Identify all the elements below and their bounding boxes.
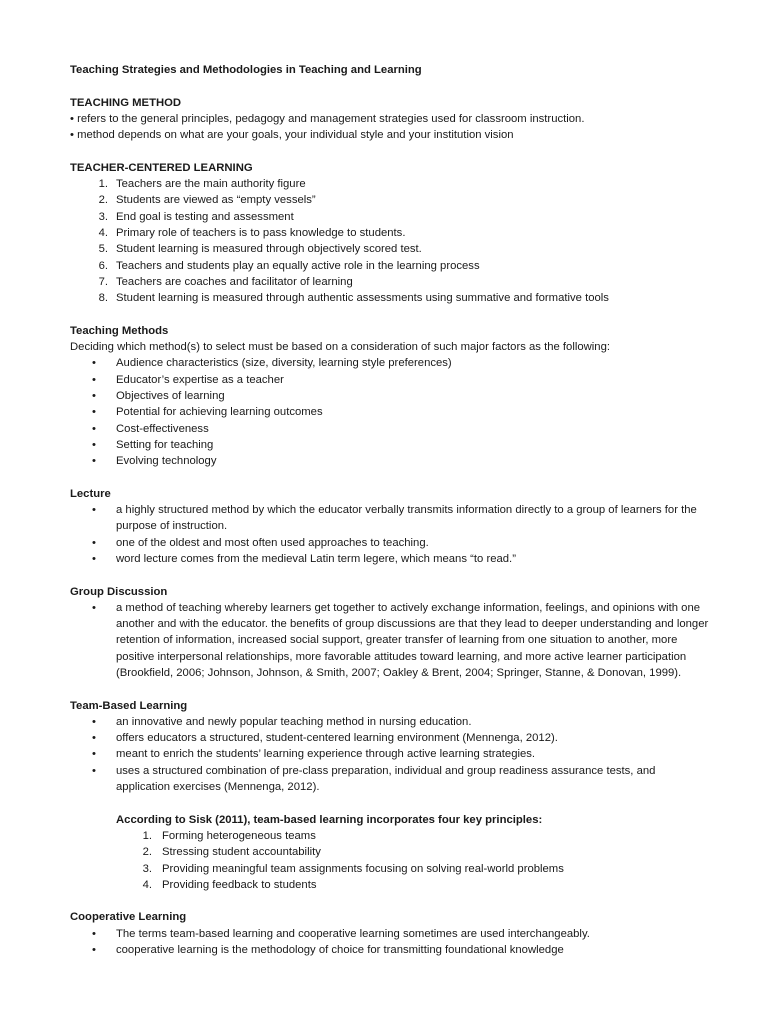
list-item: 1. Forming heterogeneous teams bbox=[142, 829, 316, 842]
heading-group-discussion: Group Discussion bbox=[70, 585, 168, 598]
list-item: • offers educators a structured, student-centered learning environment (Mennenga, 2012). bbox=[92, 732, 558, 745]
team-based-list bbox=[70, 714, 710, 795]
teaching-methods-intro: Deciding which method(s) to select must be based on a consideration of such major factors as the following: bbox=[70, 341, 611, 354]
heading-lecture: Lecture bbox=[70, 487, 111, 500]
list-item: • Objectives of learning bbox=[92, 389, 225, 402]
list-item: • Setting for teaching bbox=[92, 438, 214, 451]
list-item: 6. Teachers and students play an equally active role in the learning process bbox=[98, 259, 480, 272]
heading-teaching-method: TEACHING METHOD bbox=[70, 96, 182, 109]
lecture-list bbox=[70, 502, 710, 567]
list-item: 7. Teachers are coaches and facilitator of learning bbox=[98, 275, 353, 288]
list-item: • Educator’s expertise as a teacher bbox=[92, 373, 284, 386]
list-item: • The terms team-based learning and cooperative learning sometimes are used interchangeably. bbox=[92, 927, 590, 940]
list-item: • Cost-effectiveness bbox=[92, 422, 209, 435]
list-item: 2. Students are viewed as “empty vessels” bbox=[98, 194, 316, 207]
list-item: • a method of teaching whereby learners get together to actively exchange information, feelings, and opinions with one another and with the educator. the benefits of group discussions are that they lead to deeper understanding and longer retention of information, increased social support, greater transfer of learning from one situation to another, more positive interpersonal relationships, more favorable attitudes toward learning, and more active learner participation (Brookfield, 2006; Johnson, Johnson, & Smith, 2007; Oakley & Brent, 2004; Springer, Stanne, & Donovan, 1999). bbox=[92, 601, 709, 679]
list-item: • Potential for achieving learning outcomes bbox=[92, 406, 323, 419]
list-item: 2. Stressing student accountability bbox=[142, 846, 321, 859]
list-item: 3. Providing meaningful team assignments focusing on solving real-world problems bbox=[142, 862, 564, 875]
list-item: 4. Primary role of teachers is to pass knowledge to students. bbox=[98, 226, 406, 239]
list-item: 8. Student learning is measured through authentic assessments using summative and formative tools bbox=[98, 292, 609, 305]
document-title: Teaching Strategies and Methodologies in Teaching and Learning bbox=[70, 64, 422, 76]
teaching-methods-list bbox=[70, 355, 710, 469]
list-item: 1. Teachers are the main authority figure bbox=[98, 178, 306, 191]
list-item: • Evolving technology bbox=[92, 455, 217, 468]
cooperative-list bbox=[70, 926, 710, 959]
principles-intro: According to Sisk (2011), team-based learning incorporates four key principles: bbox=[116, 813, 543, 826]
teacher-centered-list bbox=[70, 176, 710, 306]
document-body bbox=[70, 62, 710, 958]
list-item: 3. End goal is testing and assessment bbox=[98, 210, 294, 223]
list-item: 5. Student learning is measured through objectively scored test. bbox=[98, 243, 422, 256]
list-item: 4. Providing feedback to students bbox=[142, 878, 317, 891]
list-item: • one of the oldest and most often used approaches to teaching. bbox=[92, 536, 429, 549]
list-item: • an innovative and newly popular teaching method in nursing education. bbox=[92, 715, 472, 728]
principles-list bbox=[70, 828, 710, 893]
list-item: • refers to the general principles, pedagogy and management strategies used for classroom instruction. bbox=[70, 112, 585, 125]
list-item: • a highly structured method by which the educator verbally transmits information directly to a group of learners for the purpose of instruction. bbox=[92, 504, 697, 533]
group-discussion-list bbox=[70, 600, 710, 681]
heading-cooperative: Cooperative Learning bbox=[70, 911, 187, 924]
list-item: • word lecture comes from the medieval Latin term legere, which means “to read.” bbox=[92, 552, 516, 565]
list-item: • Audience characteristics (size, diversity, learning style preferences) bbox=[92, 357, 452, 370]
heading-teaching-methods: Teaching Methods bbox=[70, 324, 169, 337]
list-item: • cooperative learning is the methodology of choice for transmitting foundational knowledge bbox=[92, 944, 564, 957]
list-item: • uses a structured combination of pre-class preparation, individual and group readiness assurance tests, and application exercises (Mennenga, 2012). bbox=[92, 764, 656, 794]
heading-team-based: Team-Based Learning bbox=[70, 699, 188, 712]
heading-teacher-centered: TEACHER-CENTERED LEARNING bbox=[70, 161, 253, 174]
list-item: • meant to enrich the students’ learning experience through active learning strategies. bbox=[92, 748, 536, 761]
list-item: • method depends on what are your goals, your individual style and your institution vision bbox=[70, 129, 514, 142]
